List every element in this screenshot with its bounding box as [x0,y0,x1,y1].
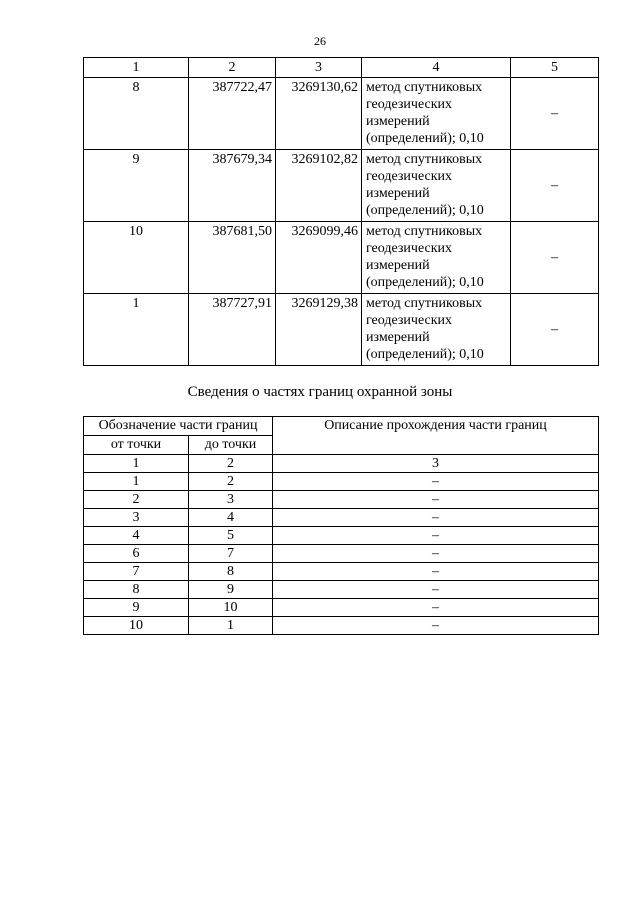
table-row [84,599,599,617]
to-point: 4 [189,509,273,527]
section-title: Сведения о частях границ охранной зоны [187,384,453,400]
point-number: 10 [84,222,189,294]
table-header-row [84,417,599,436]
table-row [84,150,599,222]
method-line: (определений); 0,10 [366,203,484,218]
table-row [84,563,599,581]
y-coordinate: 3269099,46 [276,222,362,294]
method-description [362,294,511,366]
table-row [84,294,599,366]
numbering-cell: 2 [189,455,273,473]
from-point: 6 [84,545,189,563]
method-line: (определений); 0,10 [366,275,484,290]
method-line: измерений [366,258,430,273]
to-point: 8 [189,563,273,581]
from-point: 1 [84,473,189,491]
header-cell: 3 [276,58,362,78]
description: – [273,509,599,527]
table-header-row [84,58,599,78]
y-coordinate: 3269102,82 [276,150,362,222]
method-line: геодезических [366,241,453,256]
point-number: 9 [84,150,189,222]
point-number: 1 [84,294,189,366]
method-line: метод спутниковых [366,296,483,311]
description: – [273,545,599,563]
description: – [273,581,599,599]
y-coordinate: 3269130,62 [276,78,362,150]
header-boundary-designation: Обозначение части границ [84,417,273,436]
from-point: 7 [84,563,189,581]
to-point: 3 [189,491,273,509]
coordinates-table [83,57,599,366]
method-description [362,78,511,150]
x-coordinate: 387681,50 [189,222,276,294]
boundary-parts-table [83,416,599,635]
from-point: 10 [84,617,189,635]
numbering-cell: 3 [273,455,599,473]
method-line: метод спутниковых [366,224,483,239]
description: – [273,473,599,491]
table-row [84,527,599,545]
from-point: 8 [84,581,189,599]
method-line: метод спутниковых [366,80,483,95]
header-from-point: от точки [84,436,189,455]
description: – [273,599,599,617]
table-row [84,545,599,563]
col5-value: – [511,222,599,294]
description: – [273,617,599,635]
method-description [362,222,511,294]
table-row [84,617,599,635]
numbering-row [84,455,599,473]
table-row [84,509,599,527]
col5-value: – [511,150,599,222]
to-point: 1 [189,617,273,635]
numbering-cell: 1 [84,455,189,473]
to-point: 10 [189,599,273,617]
to-point: 9 [189,581,273,599]
method-description [362,150,511,222]
header-cell: 5 [511,58,599,78]
table-row [84,78,599,150]
header-to-point: до точки [189,436,273,455]
from-point: 4 [84,527,189,545]
method-line: измерений [366,186,430,201]
header-description: Описание прохождения части границ [273,417,599,455]
header-cell: 4 [362,58,511,78]
to-point: 7 [189,545,273,563]
y-coordinate: 3269129,38 [276,294,362,366]
x-coordinate: 387679,34 [189,150,276,222]
from-point: 9 [84,599,189,617]
method-line: геодезических [366,313,453,328]
table-row [84,473,599,491]
method-line: измерений [366,330,430,345]
method-line: метод спутниковых [366,152,483,167]
method-line: измерений [366,114,430,129]
method-line: (определений); 0,10 [366,347,484,362]
description: – [273,491,599,509]
x-coordinate: 387722,47 [189,78,276,150]
to-point: 5 [189,527,273,545]
method-line: геодезических [366,97,453,112]
x-coordinate: 387727,91 [189,294,276,366]
col5-value: – [511,78,599,150]
table-row [84,222,599,294]
method-line: геодезических [366,169,453,184]
description: – [273,563,599,581]
point-number: 8 [84,78,189,150]
method-line: (определений); 0,10 [366,131,484,146]
header-cell: 2 [189,58,276,78]
table-row [84,491,599,509]
description: – [273,527,599,545]
from-point: 2 [84,491,189,509]
to-point: 2 [189,473,273,491]
from-point: 3 [84,509,189,527]
table-row [84,581,599,599]
header-cell: 1 [84,58,189,78]
page-number: 26 [314,34,326,48]
col5-value: – [511,294,599,366]
